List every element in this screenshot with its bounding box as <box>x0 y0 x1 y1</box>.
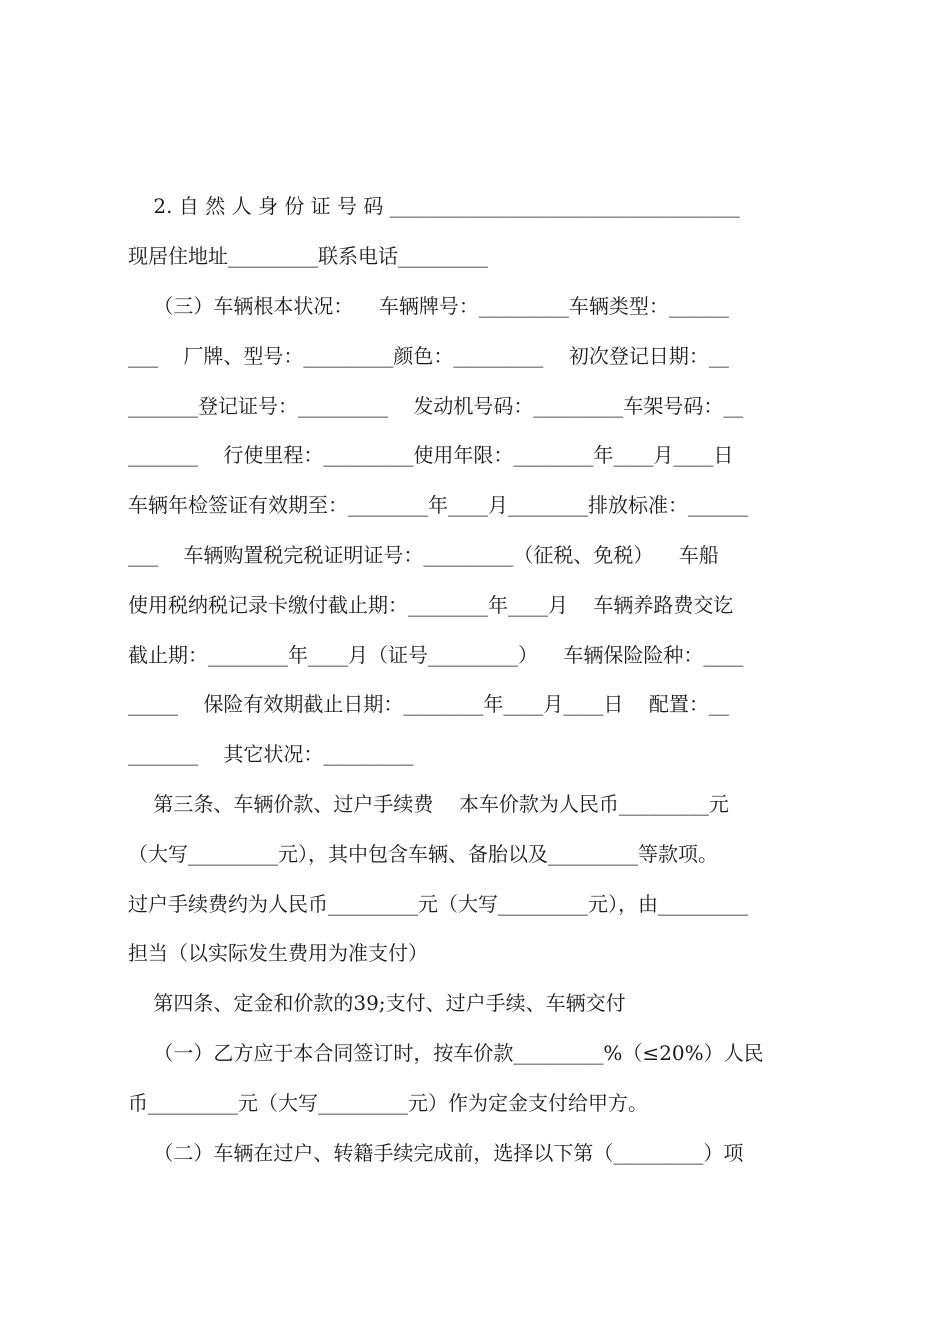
text-line: （一）乙方应于本合同签订时，按车价款_________%（≤20%）人民 <box>128 1041 764 1065</box>
text-line: （二）车辆在过户、转籍手续完成前，选择以下第（_________）项 <box>128 1141 744 1165</box>
text-line: 使用税纳税记录卡缴付截止期：________年____月 车辆养路费交讫 <box>128 593 734 617</box>
text-line: _______ 其它状况：_________ <box>128 742 414 766</box>
text-line: _______ 行使里程：_________使用年限：________年____月____日 <box>128 443 734 467</box>
text-line: 第四条、定金和价款的39;支付、过户手续、车辆交付 <box>128 991 626 1015</box>
text-line: ___ 车辆购置税完税证明证号：_________（征税、免税） 车船 <box>128 543 719 567</box>
text-line: _______登记证号：_________ 发动机号码：_________车架号码：__ <box>128 394 744 418</box>
text-line: （大写_________元），其中包含车辆、备胎以及_________等款项。 <box>128 842 718 866</box>
text-line: （三）车辆根本状况： 车辆牌号：_________车辆类型：______ <box>128 294 729 318</box>
text-line: 币_________元（大写_________元）作为定金支付给甲方。 <box>128 1091 648 1115</box>
text-line: _____ 保险有效期截止日期：________年____月____日 配置：__ <box>128 692 729 716</box>
text-line: 截止期：________年____月（证号_________） 车辆保险险种：____ <box>128 643 744 667</box>
text-line: ___ 厂牌、型号：_________颜色：_________ 初次登记日期：__ <box>128 344 729 368</box>
text-line: 担当（以实际发生费用为准支付） <box>128 941 428 965</box>
text-line: 现居住地址_________联系电话_________ <box>128 244 488 268</box>
text-line: 过户手续费约为人民币_________元（大写_________元），由_________ <box>128 892 748 916</box>
text-line: 车辆年检签证有效期至：________年____月________排放标准：______ <box>128 493 748 517</box>
text-line: 第三条、车辆价款、过户手续费 本车价款为人民币_________元 <box>128 792 729 816</box>
text-line: 2. 自 然 人 身 份 证 号 码 ___________________________________ <box>128 194 740 218</box>
